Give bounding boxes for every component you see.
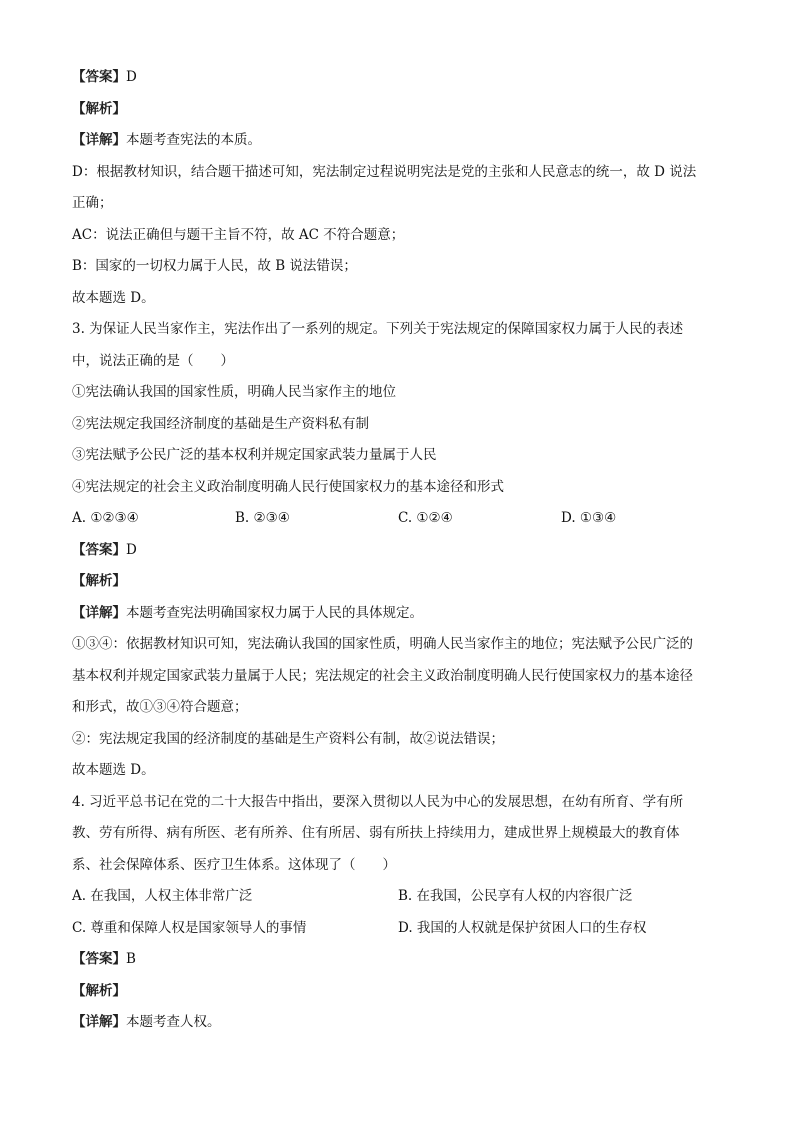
analysis-line: [72, 976, 724, 1008]
explanation-line: D：根据教材知识，结合题干描述可知，宪法制定过程说明宪法是党的主张和人民意志的统一，故 D 说法: [72, 163, 697, 180]
detail-tag: 【详解】: [72, 1014, 126, 1030]
option-d: D. 我国的人权就是保护贫困人口的生存权: [398, 919, 647, 936]
detail-text: 本题考查宪法的本质。: [126, 132, 261, 148]
option-b: B. 在我国，公民享有人权的内容很广泛: [398, 888, 633, 904]
options-row: [72, 503, 724, 535]
explanation-line: AC：说法正确但与题干主旨不符，故 AC 不符合题意；: [72, 226, 405, 243]
statement-item: ③宪法赋予公民广泛的基本权利并规定国家武装力量属于人民: [72, 447, 437, 463]
answer-tag: 【答案】: [72, 69, 126, 85]
analysis-tag: 【解析】: [72, 573, 126, 589]
option-b: B. ②③④: [235, 510, 290, 526]
option-c: C. ①②④: [398, 510, 453, 526]
answer-value: B: [126, 951, 136, 967]
answer-line: [72, 944, 724, 976]
question-stem: 4. 习近平总书记在党的二十大报告中指出，要深入贯彻以人民为中心的发展思想，在幼有所育、学有所: [72, 793, 684, 810]
answer-tag: 【答案】: [72, 951, 126, 967]
analysis-line: [72, 566, 724, 598]
option-d: D. ①③④: [561, 510, 617, 526]
explanation-line: ②：宪法规定我国的经济制度的基础是生产资料公有制，故②说法错误；: [72, 730, 504, 747]
question-stem: 中，说法正确的是（ ）: [72, 352, 234, 369]
answer-tag: 【答案】: [72, 541, 126, 558]
answer-value: D: [126, 541, 137, 558]
conclusion-line: 故本题选 D。: [72, 289, 155, 306]
options-row: [72, 881, 724, 913]
question-stem: 系、社会保障体系、医疗卫生体系。这体现了（ ）: [72, 856, 396, 873]
option-a: A. ①②③④: [72, 510, 139, 526]
detail-tag: 【详解】: [72, 132, 126, 148]
detail-line: [72, 125, 724, 157]
analysis-tag: 【解析】: [72, 100, 126, 117]
detail-line: [72, 1007, 724, 1039]
statement-item: ①宪法确认我国的国家性质，明确人民当家作主的地位: [72, 384, 396, 400]
answer-value: D: [126, 69, 137, 85]
statement-item: ②宪法规定我国经济制度的基础是生产资料私有制: [72, 415, 369, 432]
answer-line: [72, 535, 724, 567]
question-stem: 教、劳有所得、病有所医、老有所养、住有所居、弱有所扶上持续用力，建成世界上规模最大的教育体: [72, 825, 680, 841]
explanation-line: 基本权利并规定国家武装力量属于人民；宪法规定的社会主义政治制度明确人民行使国家权力的基本途径: [72, 667, 693, 684]
detail-text: 本题考查人权。: [126, 1014, 221, 1030]
detail-line: [72, 598, 724, 630]
explanation-line: ①③④：依据教材知识可知，宪法确认我国的国家性质，明确人民当家作主的地位；宪法赋予公民广泛的: [72, 636, 693, 652]
detail-text: 本题考查宪法明确国家权力属于人民的具体规定。: [126, 604, 423, 621]
explanation-line: B：国家的一切权力属于人民，故 B 说法错误；: [72, 258, 357, 274]
explanation-line: 和形式，故①③④符合题意；: [72, 699, 248, 715]
option-c: C. 尊重和保障人权是国家领导人的事情: [72, 919, 307, 936]
explanation-line: 正确；: [72, 195, 113, 211]
question-stem: 3. 为保证人民当家作主，宪法作出了一系列的规定。下列关于宪法规定的保障国家权力属于人民的表述: [72, 321, 684, 337]
conclusion-line: 故本题选 D。: [72, 762, 155, 778]
options-row: [72, 913, 724, 945]
answer-line: [72, 62, 724, 94]
analysis-line: [72, 94, 724, 126]
document-page: [72, 62, 724, 1039]
statement-item: ④宪法规定的社会主义政治制度明确人民行使国家权力的基本途径和形式: [72, 478, 504, 495]
analysis-tag: 【解析】: [72, 982, 126, 999]
option-a: A. 在我国，人权主体非常广泛: [72, 888, 253, 904]
detail-tag: 【详解】: [72, 604, 126, 621]
